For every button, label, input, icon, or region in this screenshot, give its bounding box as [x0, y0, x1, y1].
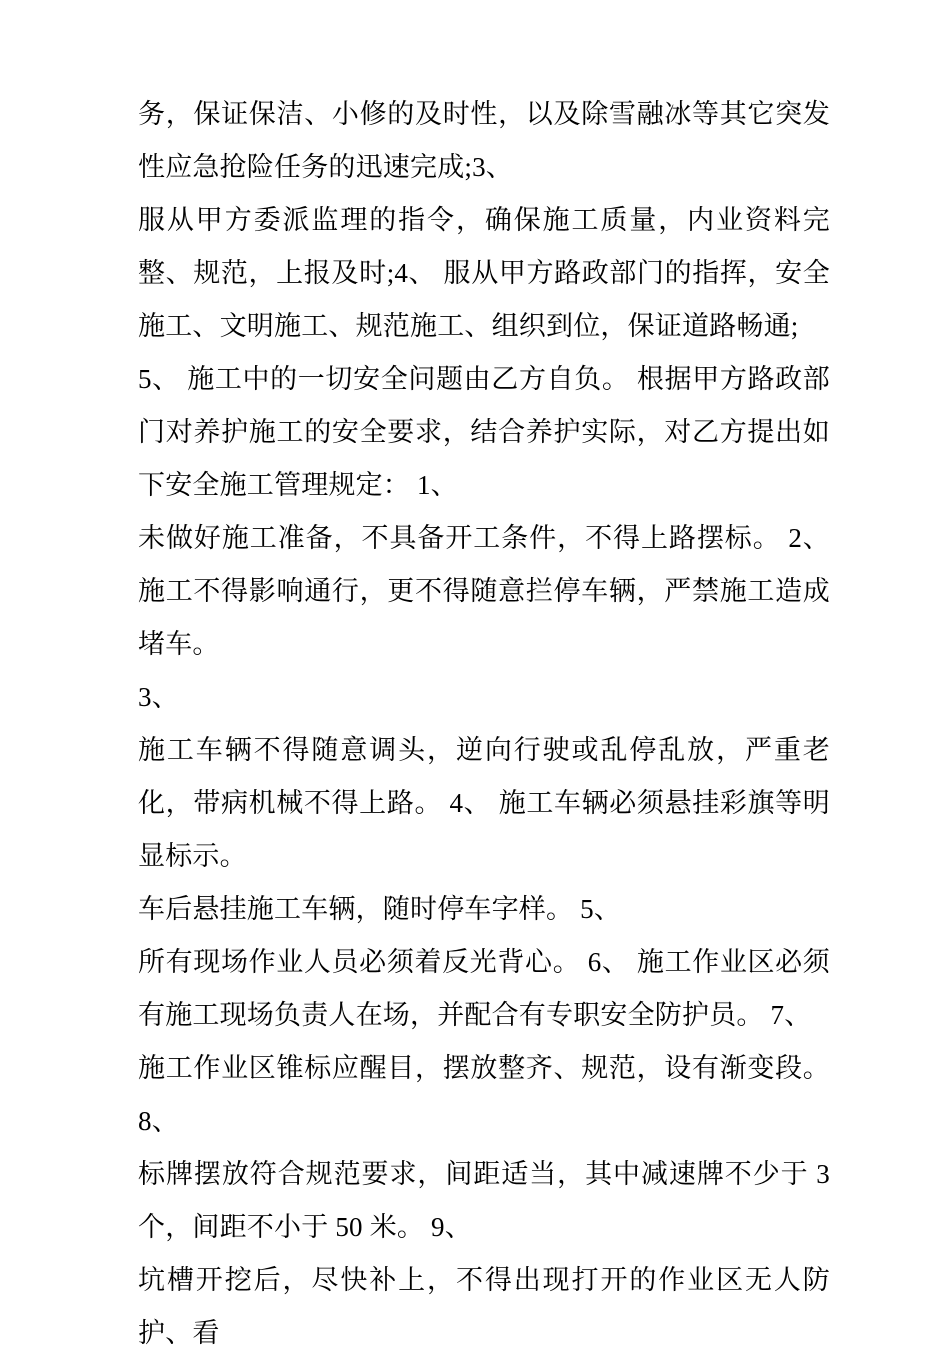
- paragraph: 未做好施工准备，不具备开工条件，不得上路摆标。 2、 施工不得影响通行，更不得随意拦停车辆，严禁施工造成堵车。: [138, 523, 830, 659]
- paragraph: 坑槽开挖后，尽快补上，不得出现打开的作业区无人防护、看: [138, 1265, 830, 1348]
- paragraph: 务，保证保洁、小修的及时性，以及除雪融冰等其它突发性应急抢险任务的迅速完成;3、: [138, 99, 830, 182]
- paragraph: 3、: [138, 682, 179, 712]
- paragraph: 服从甲方委派监理的指令，确保施工质量，内业资料完整、规范，上报及时;4、 服从甲方路政部门的指挥，安全施工、文明施工、规范施工、组织到位，保证道路畅通;: [138, 205, 830, 341]
- paragraph: 车后悬挂施工车辆，随时停车字样。 5、: [138, 894, 622, 924]
- paragraph: 5、 施工中的一切安全问题由乙方自负。 根据甲方路政部门对养护施工的安全要求，结合养护实际，对乙方提出如下安全施工管理规定： 1、: [138, 364, 830, 500]
- paragraph: 标牌摆放符合规范要求，间距适当，其中减速牌不少于 3 个，间距不小于 50 米。 9、: [138, 1159, 830, 1242]
- paragraph: 施工作业区锥标应醒目，摆放整齐、规范，设有渐变段。 8、: [138, 1053, 830, 1136]
- paragraph: 施工车辆不得随意调头，逆向行驶或乱停乱放，严重老化，带病机械不得上路。 4、 施工车辆必须悬挂彩旗等明显标示。: [138, 735, 830, 871]
- paragraph: 所有现场作业人员必须着反光背心。 6、 施工作业区必须有施工现场负责人在场，并配合有专职安全防护员。 7、: [138, 947, 830, 1030]
- document-body: [138, 88, 830, 1360]
